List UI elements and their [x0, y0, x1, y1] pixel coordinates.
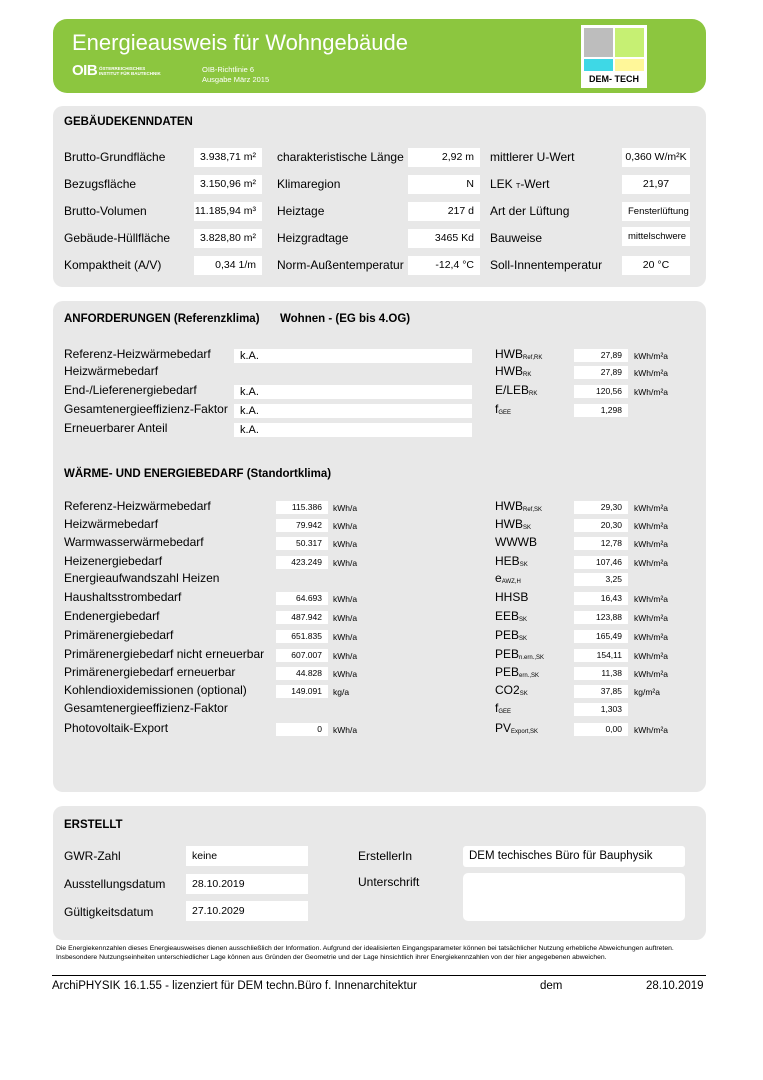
building-label: charakteristische Länge [277, 150, 404, 164]
requirement-number: 1,298 [574, 404, 628, 417]
requirement-symbol-main: HWB [495, 347, 523, 361]
demand-value: 607.007 [276, 649, 328, 662]
demand-number: 3,25 [574, 573, 628, 586]
demand-unit-area: kWh/m²a [634, 669, 668, 679]
demand-unit-area: kWh/m²a [634, 651, 668, 661]
demand-symbol [495, 499, 542, 513]
building-value: 21,97 [622, 175, 690, 194]
demand-unit: kWh/a [333, 669, 358, 679]
requirement-symbol-sub: RK [523, 372, 532, 378]
demand-label: Primärenergiebedarf [64, 628, 174, 642]
building-label: Bezugsfläche [64, 177, 137, 191]
demand-unit-area: kWh/m²a [634, 503, 668, 513]
demand-value: 0 [276, 723, 328, 736]
building-label: Brutto-Volumen [64, 204, 147, 218]
requirements-title: ANFORDERUNGEN (Referenzklima) [64, 313, 260, 325]
building-label: Gebäude-Hüllfläche [64, 231, 171, 245]
demand-number: 123,88 [574, 611, 628, 624]
demand-unit: kWh/a [333, 521, 358, 531]
demand-symbol [495, 535, 537, 549]
requirement-symbol-sub: Ref,RK [523, 355, 543, 361]
demand-symbol-main: PEB [495, 665, 520, 679]
requirement-value: k.A. [234, 404, 472, 418]
requirement-symbol [495, 383, 537, 397]
demand-unit-area: kWh/m²a [634, 632, 668, 642]
building-value: 217 d [408, 202, 480, 221]
requirement-symbol-sub: RK [529, 391, 538, 397]
creator-field: DEM techisches Büro für Bauphysik [463, 846, 685, 867]
demand-symbol-main: EEB [495, 609, 520, 623]
demand-symbol-main: HHSB [495, 590, 529, 604]
signature-label: Unterschrift [358, 875, 420, 889]
requirement-label: Gesamtenergieeffizienz-Faktor [64, 402, 228, 416]
building-value: 0,34 1/m [194, 256, 262, 275]
demand-value: 115.386 [276, 501, 328, 514]
demand-symbol-main: HWB [495, 499, 523, 513]
demand-unit: kWh/a [333, 539, 358, 549]
building-value: 0,360 W/m²K [622, 148, 690, 167]
demand-value: 44.828 [276, 667, 328, 680]
created-title: ERSTELLT [64, 819, 123, 831]
demand-symbol-main: CO2 [495, 683, 520, 697]
demand-symbol-sub: GEE [498, 709, 512, 715]
demand-value: 50.317 [276, 537, 328, 550]
building-label: Brutto-Grundfläche [64, 150, 166, 164]
demand-number: 29,30 [574, 501, 628, 514]
demand-symbol-main: HEB [495, 554, 520, 568]
guideline-label: OIB-Richtlinie 6 [202, 65, 255, 74]
demand-symbol-sub: SK [519, 617, 528, 623]
demand-unit-area: kWh/m²a [634, 594, 668, 604]
demand-unit-area: kWh/m²a [634, 558, 668, 568]
building-label: mittlerer U-Wert [490, 150, 575, 164]
demand-number: 16,43 [574, 592, 628, 605]
demand-symbol-sub: SK [519, 562, 528, 568]
demand-label: Endenergiebedarf [64, 609, 160, 623]
requirement-value: k.A. [234, 385, 472, 399]
demand-symbol-sub: SK [523, 525, 532, 531]
building-value: 3.828,80 m² [194, 229, 262, 248]
demand-number: 0,00 [574, 723, 628, 736]
demand-label: Warmwasserwärmebedarf [64, 535, 204, 549]
logo-label: DEM- TECH [589, 74, 639, 84]
building-label: Heiztage [277, 204, 325, 218]
logo-square-green [615, 28, 644, 57]
requirement-unit: kWh/m²a [634, 368, 668, 378]
building-value: -12,4 °C [408, 256, 480, 275]
demand-unit: kWh/a [333, 558, 358, 568]
building-data-title: GEBÄUDEKENNDATEN [64, 116, 193, 128]
demand-label: Photovoltaik-Export [64, 721, 169, 735]
footer-divider [52, 975, 706, 976]
demand-symbol-main: WWWB [495, 535, 537, 549]
requirement-symbol [495, 347, 542, 361]
demand-symbol-main: f [495, 701, 499, 715]
building-label-main: LEK [490, 177, 513, 191]
requirement-symbol [495, 364, 531, 378]
demand-label: Heizenergiebedarf [64, 554, 163, 568]
demand-symbol-sub: Ref,SK [523, 507, 543, 513]
demand-symbol [495, 628, 527, 642]
demand-unit-area: kWh/m²a [634, 613, 668, 623]
demand-symbol [495, 721, 538, 735]
demand-symbol-main: PV [495, 721, 512, 735]
building-label: Norm-Außentemperatur [277, 258, 404, 272]
signature-field [463, 873, 685, 921]
building-value: mittelschwere [622, 227, 690, 246]
logo-bar-cyan [584, 59, 613, 71]
demand-symbol-sub: SK [519, 691, 528, 697]
oib-logo-line2: INSTITUT FÜR BAUTECHNIK [99, 71, 161, 76]
demand-value: 651.835 [276, 630, 328, 643]
footer-software: ArchiPHYSIK 16.1.55 - lizenziert für DEM techn.Büro f. Innenarchitektur [52, 980, 417, 992]
demand-number: 1,303 [574, 703, 628, 716]
demand-label: Referenz-Heizwärmebedarf [64, 499, 211, 513]
demand-symbol-main: PEB [495, 628, 520, 642]
requirement-symbol [495, 402, 511, 416]
creator-label: ErstellerIn [358, 849, 413, 863]
requirement-symbol-main: HWB [495, 364, 523, 378]
footer-date: 28.10.2019 [646, 980, 704, 992]
disclaimer-text: Die Energiekennzahlen dieses Energieausweises dienen ausschließlich der Information. Aufgrund der idealisierten Eingangsparameter können bei tatsächlicher Nutzung erhebliche Abweichungen auftreten. Insbesondere Nutzungseinheiten unterschiedlicher Lage können aus Gründen der Geometrie und der Lage hinsichtlich ihrer Energiekennzahlen von der hier angegebenen abweichen. [56, 945, 674, 961]
building-value: 3.150,96 m² [194, 175, 262, 194]
demand-value: 487.942 [276, 611, 328, 624]
demand-symbol-main: PEB [495, 647, 520, 661]
building-value: 11.185,94 m³ [194, 202, 262, 221]
requirement-label: Referenz-Heizwärmebedarf [64, 347, 211, 361]
footer-user: dem [540, 980, 563, 992]
logo-square-grey [584, 28, 613, 57]
demand-value: 423.249 [276, 556, 328, 569]
demand-label: Primärenergiebedarf nicht erneuerbar [64, 647, 265, 661]
building-value: 2,92 m [408, 148, 480, 167]
building-value: N [408, 175, 480, 194]
gwr-label: GWR-Zahl [64, 849, 121, 863]
demand-label: Primärenergiebedarf erneuerbar [64, 665, 236, 679]
demand-unit: kWh/a [333, 613, 358, 623]
demand-number: 165,49 [574, 630, 628, 643]
demand-unit-area: kWh/m²a [634, 539, 668, 549]
oib-logo-line1: ÖSTERREICHISCHES [99, 66, 146, 71]
demand-symbol [495, 571, 521, 585]
requirement-symbol-main: f [495, 402, 499, 416]
demand-symbol [495, 665, 539, 679]
demand-value: 64.693 [276, 592, 328, 605]
gwr-field: keine [186, 846, 308, 866]
demand-symbol [495, 590, 528, 604]
valid-date-field: 27.10.2029 [186, 901, 308, 921]
demand-unit: kWh/a [333, 503, 358, 513]
issue-date-label: Ausstellungsdatum [64, 877, 166, 891]
demand-value: 79.942 [276, 519, 328, 532]
building-label-rest: -Wert [520, 177, 550, 191]
demand-symbol-sub: AWZ,H [501, 579, 521, 585]
building-label: Bauweise [490, 231, 543, 245]
building-label: Art der Lüftung [490, 204, 570, 218]
requirement-value: k.A. [234, 349, 472, 363]
valid-date-label: Gültigkeitsdatum [64, 905, 154, 919]
requirement-unit: kWh/m²a [634, 351, 668, 361]
demand-number: 11,38 [574, 667, 628, 680]
demand-number: 154,11 [574, 649, 628, 662]
issue-date-field: 28.10.2019 [186, 874, 308, 894]
demand-title: WÄRME- UND ENERGIEBEDARF (Standortklima) [64, 468, 332, 480]
demand-unit-area: kWh/m²a [634, 725, 668, 735]
building-label [490, 177, 549, 191]
demand-symbol-sub: n.ern.,SK [519, 655, 545, 661]
demand-symbol [495, 554, 528, 568]
building-label: Heizgradtage [277, 231, 349, 245]
demand-unit-area: kWh/m²a [634, 521, 668, 531]
demand-label: Gesamtenergieeffizienz-Faktor [64, 701, 228, 715]
demand-symbol [495, 517, 531, 531]
logo-bar-yellow [615, 59, 644, 71]
requirement-symbol-sub: GEE [498, 410, 512, 416]
building-label: Kompaktheit (A/V) [64, 258, 162, 272]
building-label-sub: T [516, 183, 521, 190]
demand-number: 37,85 [574, 685, 628, 698]
demand-symbol-main: e [495, 571, 502, 585]
demand-symbol [495, 609, 527, 623]
demand-unit: kWh/a [333, 594, 358, 604]
oib-logo-text [99, 66, 161, 76]
requirement-number: 120,56 [574, 385, 628, 398]
building-value: 3465 Kd [408, 229, 480, 248]
demand-number: 107,46 [574, 556, 628, 569]
demand-unit: kWh/a [333, 725, 358, 735]
requirement-number: 27,89 [574, 366, 628, 379]
demand-symbol-sub: SK [519, 636, 528, 642]
demand-symbol [495, 701, 511, 715]
demand-value: 149.091 [276, 685, 328, 698]
requirement-label: Erneuerbarer Anteil [64, 421, 168, 435]
document-title: Energieausweis für Wohngebäude [72, 30, 408, 55]
demand-number: 12,78 [574, 537, 628, 550]
requirement-label: Heizwärmebedarf [64, 364, 159, 378]
demand-symbol [495, 647, 544, 661]
dem-tech-logo [581, 25, 647, 88]
requirement-number: 27,89 [574, 349, 628, 362]
oib-logo [72, 62, 161, 82]
demand-unit: kWh/a [333, 651, 358, 661]
demand-unit: kWh/a [333, 632, 358, 642]
demand-symbol-sub: ern.,SK [519, 673, 540, 679]
requirement-label: End-/Lieferenergiebedarf [64, 383, 197, 397]
demand-unit-area: kg/m²a [634, 687, 660, 697]
edition-label: Ausgabe März 2015 [202, 75, 270, 84]
building-value: Fensterlüftung [622, 202, 690, 221]
demand-label: Heizwärmebedarf [64, 517, 159, 531]
demand-label: Kohlendioxidemissionen (optional) [64, 683, 247, 697]
requirement-value: k.A. [234, 423, 472, 437]
demand-symbol-main: HWB [495, 517, 523, 531]
demand-number: 20,30 [574, 519, 628, 532]
demand-label: Haushaltsstrombedarf [64, 590, 182, 604]
building-label: Soll-Innentemperatur [490, 258, 603, 272]
building-value: 20 °C [622, 256, 690, 275]
demand-symbol [495, 683, 528, 697]
requirement-unit: kWh/m²a [634, 387, 668, 397]
building-value: 3.938,71 m² [194, 148, 262, 167]
requirements-zone: Wohnen - (EG bis 4.OG) [280, 313, 411, 325]
oib-logo-mark: OIB [72, 62, 98, 79]
demand-symbol-sub: Export,SK [511, 729, 539, 735]
building-label: Klimaregion [277, 177, 341, 191]
requirement-symbol-main: E/LEB [495, 383, 530, 397]
demand-label: Energieaufwandszahl Heizen [64, 571, 220, 585]
demand-unit: kg/a [333, 687, 350, 697]
